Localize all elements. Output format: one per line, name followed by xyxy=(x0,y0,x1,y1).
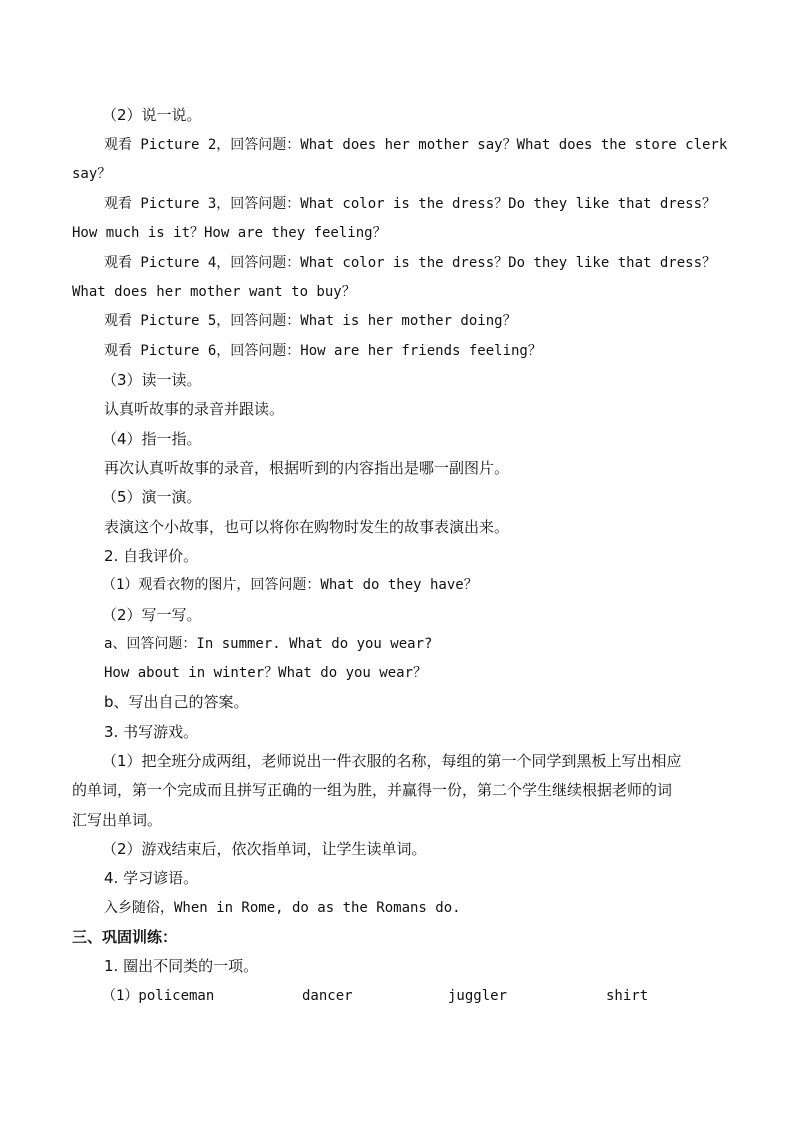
paragraph-line: 再次认真听故事的录音，根据听到的内容指出是哪一副图片。 xyxy=(104,459,510,477)
subheading-say: （2）说一说。 xyxy=(102,106,202,124)
subheading-act: （5）演一演。 xyxy=(102,488,202,506)
paragraph-line: say？ xyxy=(72,166,112,182)
option-juggler: juggler xyxy=(448,988,508,1004)
section-heading-self-evaluation: 2. 自我评价。 xyxy=(104,547,199,565)
section-heading-consolidation: 三、巩固训练： xyxy=(72,928,178,946)
subheading-point: （4）指一指。 xyxy=(102,430,202,448)
paragraph-line: （1）把全班分成两组，老师说出一件衣服的名称，每组的第一个同学到黑板上写出相应 xyxy=(102,752,682,770)
paragraph-line: 表演这个小故事，也可以将你在购物时发生的故事表演出来。 xyxy=(104,518,510,536)
exercise-heading: 1. 圈出不同类的一项。 xyxy=(104,957,259,975)
section-heading-writing-game: 3. 书写游戏。 xyxy=(104,723,199,741)
option-dancer: dancer xyxy=(302,988,353,1004)
paragraph-line: 认真听故事的录音并跟读。 xyxy=(104,400,285,418)
option-shirt: shirt xyxy=(606,988,649,1004)
paragraph-line: （1）观看衣物的图片，回答问题：What do they have？ xyxy=(102,577,478,593)
section-heading-proverb: 4. 学习谚语。 xyxy=(104,869,199,887)
paragraph-line: 观看 Picture 6，回答问题：How are her friends feeling？ xyxy=(104,343,542,359)
paragraph-line: 观看 Picture 5，回答问题：What is her mother doing？ xyxy=(104,313,517,329)
paragraph-line: b、写出自己的答案。 xyxy=(104,693,249,711)
paragraph-line: 观看 Picture 2，回答问题：What does her mother say？What does the store clerk xyxy=(104,137,728,153)
paragraph-line: 观看 Picture 3，回答问题：What color is the dress？Do they like that dress？ xyxy=(104,196,717,212)
paragraph-line: 汇写出单词。 xyxy=(72,811,163,829)
subheading-read: （3）读一读。 xyxy=(102,371,202,389)
subheading-write: （2）写一写。 xyxy=(102,606,202,624)
paragraph-line: 的单词，第一个完成而且拼写正确的一组为胜，并赢得一份，第二个学生继续根据老师的词 xyxy=(72,781,673,799)
paragraph-line: What does her mother want to buy？ xyxy=(72,284,356,300)
paragraph-line: 观看 Picture 4，回答问题：What color is the dress？Do they like that dress？ xyxy=(104,255,717,271)
paragraph-line: a、回答问题：In summer. What do you wear? xyxy=(104,636,433,652)
paragraph-line: How much is it？How are they feeling？ xyxy=(72,225,387,241)
option-label-policeman: （1）policeman xyxy=(102,988,215,1004)
paragraph-line: 入乡随俗，When in Rome, do as the Romans do. xyxy=(104,900,461,916)
paragraph-line: How about in winter？What do you wear？ xyxy=(104,665,428,681)
paragraph-line: （2）游戏结束后，依次指单词，让学生读单词。 xyxy=(102,840,427,858)
options-row xyxy=(102,984,722,1008)
